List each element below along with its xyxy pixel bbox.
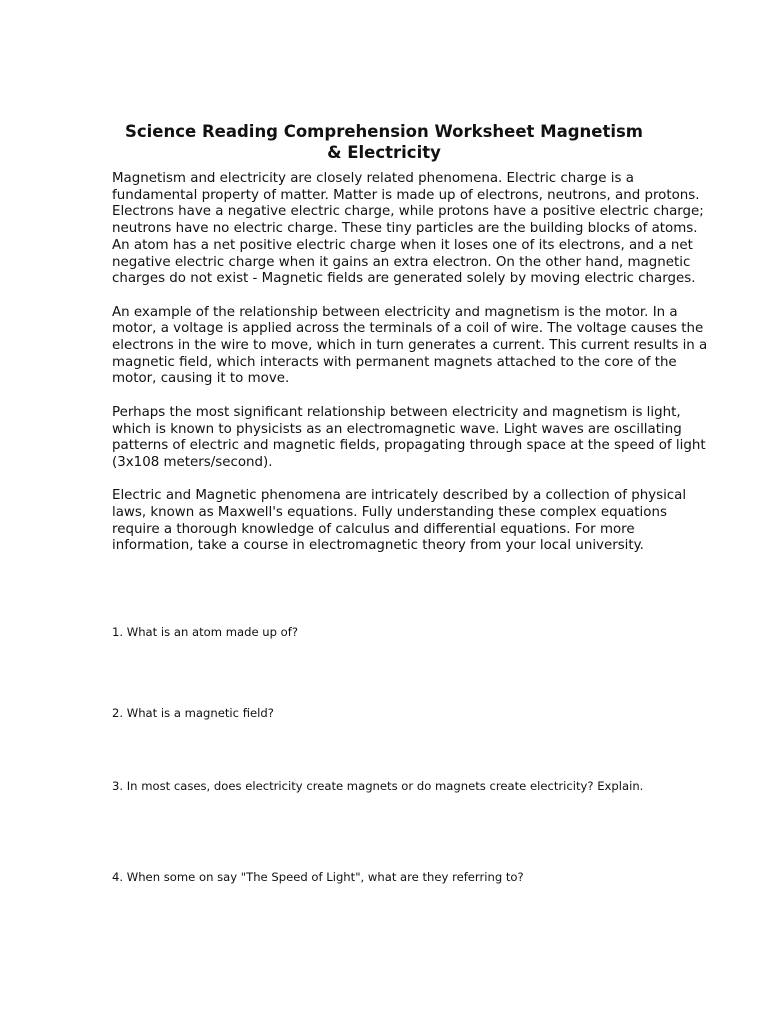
page-title: [96, 121, 672, 163]
paragraph-motor: An example of the relationship between electricity and magnetism is the motor. In a motor, a voltage is applied across the terminals of a coil of wire. The voltage causes the electrons in the wire to move, which in turn generates a current. This current results in a magnetic field, which interacts with permanent magnets attached to the core of the motor, causing it to move.: [112, 304, 708, 387]
paragraph-maxwell: Electric and Magnetic phenomena are intricately described by a collection of physical laws, known as Maxwell's equations. Fully understanding these complex equations require a thorough knowledge of calculus and differential equations. For more information, take a course in electromagnetic theory from your local university.: [112, 488, 687, 554]
question-2: 2. What is a magnetic field?: [112, 706, 274, 720]
reading-passage: [112, 171, 712, 572]
title-line-2: & Electricity: [327, 143, 441, 162]
question-1: 1. What is an atom made up of?: [112, 625, 298, 639]
paragraph-light: Perhaps the most significant relationship between electricity and magnetism is light, which is known to physicists as an electromagnetic wave. Light waves are oscillating patterns of electric and magnetic fields, propagating through space at the speed of light (3x108 meters/second).: [112, 404, 706, 470]
question-4: 4. When some on say "The Speed of Light", what are they referring to?: [112, 870, 524, 884]
paragraph-charge: Magnetism and electricity are closely related phenomena. Electric charge is a fundamental property of matter. Matter is made up of electrons, neutrons, and protons. Electrons have a negative electric charge, while protons have a positive electric charge; neutrons have no electric charge. These tiny particles are the building blocks of atoms. An atom has a net positive electric charge when it loses one of its electrons, and a net negative electric charge when it gains an extra electron. On the other hand, magnetic charges do not exist - Magnetic fields are generated solely by moving electric charges.: [112, 171, 704, 287]
title-line-1: Science Reading Comprehension Worksheet Magnetism: [124, 122, 644, 141]
question-3: 3. In most cases, does electricity create magnets or do magnets create electricity? Explain.: [112, 779, 644, 793]
